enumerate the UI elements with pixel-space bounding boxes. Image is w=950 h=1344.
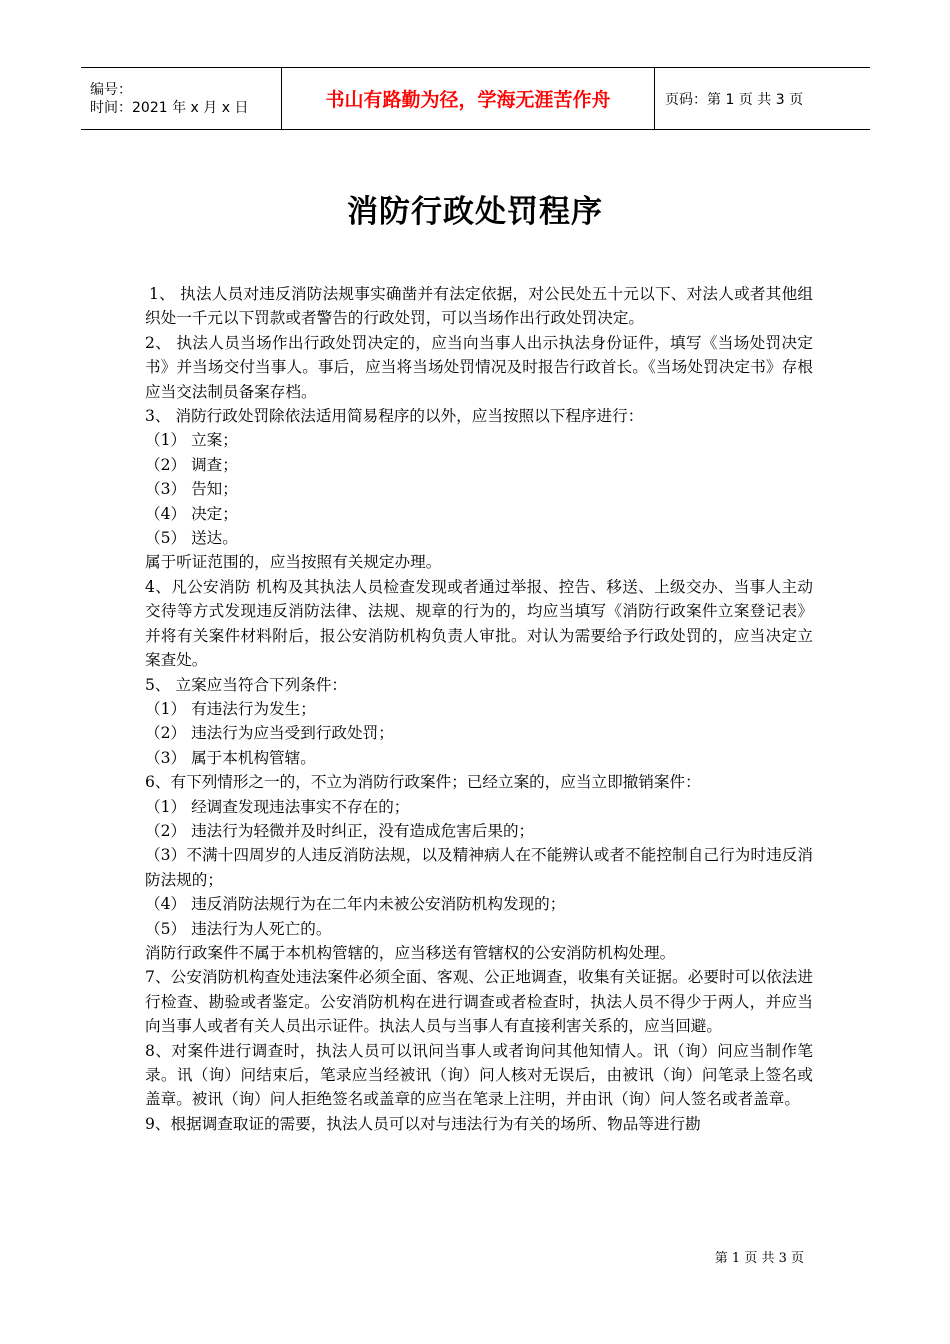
paragraph: 属于听证范围的，应当按照有关规定办理。 xyxy=(145,553,442,572)
paragraph: 6、有下列情形之一的，不立为消防行政案件；已经立案的，应当立即撤销案件： xyxy=(145,773,701,792)
paragraph: 1、 执法人员对违反消防法规事实确凿并有法定依据，对公民处五十元以下、对法人或者其他组织处一千元以下罚款或者警告的行政处罚，可以当场作出行政处罚决定。 xyxy=(145,285,813,328)
list-item: （4） 决定； xyxy=(145,504,238,523)
paragraph: 3、 消防行政处罚除依法适用简易程序的以外，应当按照以下程序进行： xyxy=(145,407,644,426)
list-item: （5） 违法行为人死亡的。 xyxy=(145,919,332,938)
paragraph: 7、公安消防机构查处违法案件必须全面、客观、公正地调查，收集有关证据。必要时可以依法进行检查、勘验或者鉴定。公安消防机构在进行调查或者检查时，执法人员不得少于两人，并应当向当事人或者有关人员出示证件。执法人员与当事人有直接利害关系的，应当回避。 xyxy=(145,968,813,1036)
list-item: （3） 告知； xyxy=(145,480,238,499)
paragraph: 9、根据调查取证的需要，执法人员可以对与违法行为有关的场所、物品等进行勘 xyxy=(145,1114,701,1133)
header-page-label: 页码：第 1 页 共 3 页 xyxy=(665,91,804,108)
header-table xyxy=(81,67,870,130)
number-label: 编号： xyxy=(90,81,132,98)
list-item: （5） 送达。 xyxy=(145,529,238,548)
list-item: （1） 立案； xyxy=(145,431,238,450)
paragraph: 2、 执法人员当场作出行政处罚决定的，应当向当事人出示执法身份证件，填写《当场处罚决定书》并当场交付当事人。事后，应当将当场处罚情况及时报告行政首长。《当场处罚决定书》存根应当交法制员备案存档。 xyxy=(145,333,813,401)
paragraph: 5、 立案应当符合下列条件： xyxy=(145,675,348,694)
list-item: （2） 违法行为应当受到行政处罚； xyxy=(145,724,394,743)
document-body xyxy=(145,282,813,1136)
list-item: （4） 违反消防法规行为在二年内未被公安消防机构发现的； xyxy=(145,895,566,914)
list-item: （3）不满十四周岁的人违反消防法规，以及精神病人在不能辨认或者不能控制自己行为时违反消防法规的； xyxy=(145,846,813,889)
paragraph: 8、对案件进行调查时，执法人员可以讯问当事人或者询问其他知情人。讯（询）问应当制作笔录。讯（询）问结束后，笔录应当经被讯（询）问人核对无误后，由被讯（询）问笔录上签名或盖章。被讯（询）问人拒绝签名或盖章的应当在笔录上注明，并由讯（询）问人签名或者盖章。 xyxy=(145,1041,813,1109)
list-item: （2） 违法行为轻微并及时纠正，没有造成危害后果的； xyxy=(145,821,535,840)
list-item: （1） 有违法行为发生； xyxy=(145,699,316,718)
header-motto: 书山有路勤为径，学海无涯苦作舟 xyxy=(282,68,655,129)
document-title: 消防行政处罚程序 xyxy=(347,194,603,230)
list-item: （3） 属于本机构管辖。 xyxy=(145,748,316,767)
paragraph: 4、凡公安消防 机构及其执法人员检查发现或者通过举报、控告、移送、上级交办、当事人主动交待等方式发现违反消防法律、法规、规章的行为的，均应当填写《消防行政案件立案登记表》并将有关案件材料附后，报公安消防机构负责人审批。对认为需要给予行政处罚的，应当决定立案查处。 xyxy=(145,577,813,670)
time-label: 时间：2021 年 x 月 x 日 xyxy=(90,99,249,116)
list-item: （1） 经调查发现违法事实不存在的； xyxy=(145,797,410,816)
list-item: （2） 调查； xyxy=(145,455,238,474)
header-meta xyxy=(81,68,282,129)
paragraph: 消防行政案件不属于本机构管辖的，应当移送有管辖权的公安消防机构处理。 xyxy=(145,943,676,962)
page-footer: 第 1 页 共 3 页 xyxy=(714,1251,804,1266)
